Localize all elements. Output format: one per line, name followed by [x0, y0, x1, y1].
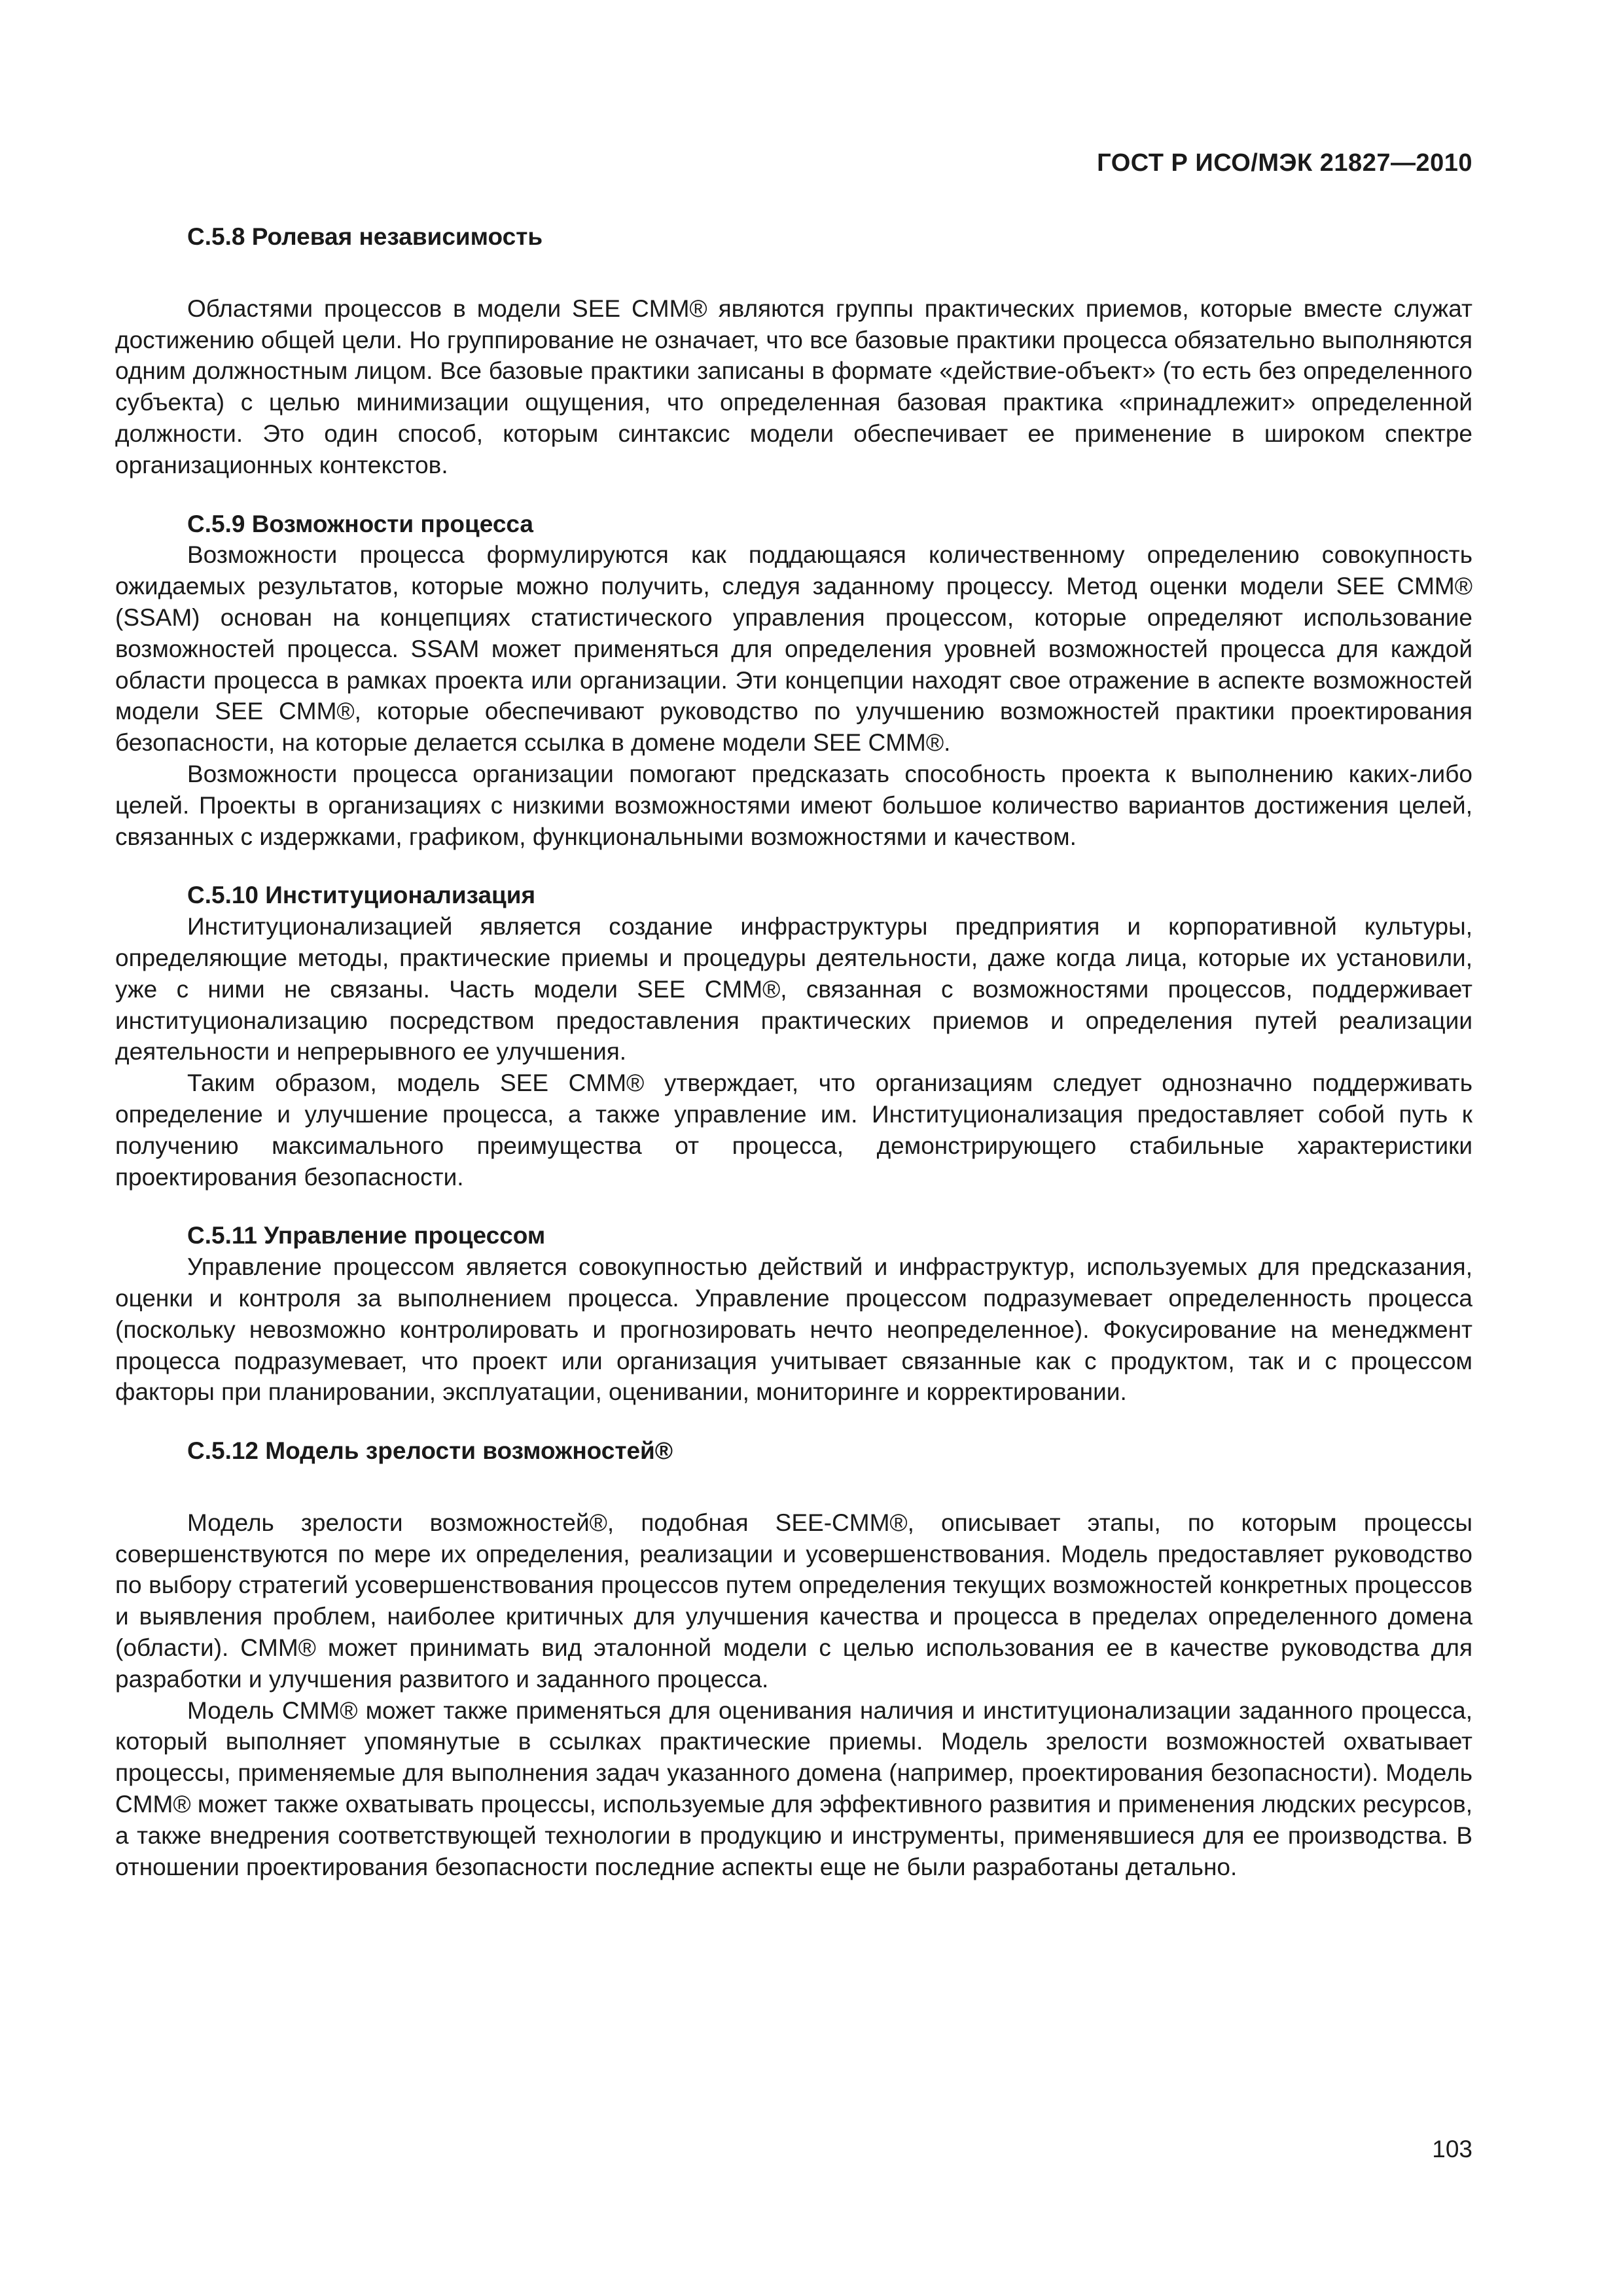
- section-heading: С.5.8 Ролевая независимость: [187, 223, 543, 250]
- paragraph: Управление процессом является совокупностью действий и инфраструктур, используемых для предсказания, оценки и контроля за выполнением процесса. Управление процессом подразумевает определенность процесса (поскольку невозможно контролировать и прогнозировать нечто неопределенное). Фокусирование на менеджмент процесса подразумевает, что проект или организация учитывает связанные как с продуктом, так и с процессом факторы при планировании, эксплуатации, оценивании, мониторинге и корректировании.: [115, 1253, 1472, 1406]
- page-number: 103: [1432, 2136, 1472, 2162]
- paragraph: Возможности процесса формулируются как поддающаяся количественному определению совокупность ожидаемых результатов, которые можно получить, следуя заданному процессу. Метод оценки модели SEE CMM® (SSAM) основан на концепциях статистического управления процессом, которые определяют использование возможностей процесса. SSAM может применяться для определения уровней возможностей процесса для каждой области процесса в рамках проекта или организации. Эти концепции находят свое отражение в аспекте возможностей модели SEE CMM®, которые обеспечивают руководство по улучшению возможностей практики проектирования безопасности, на которые делается ссылка в домене модели SEE CMM®.: [115, 541, 1472, 757]
- paragraph: Возможности процесса организации помогают предсказать способность проекта к выполнению каких-либо целей. Проекты в организациях с низкими возможностями имеют большое количество вариантов достижения целей, связанных с издержками, графиком, функциональными возможностями и качеством.: [115, 760, 1472, 850]
- document-body: [115, 221, 1472, 1882]
- paragraph: Институционализацией является создание инфраструктуры предприятия и корпоративной культуры, определяющие методы, практические приемы и процедуры деятельности, даже когда лица, которые их установили, уже с ними не связаны. Часть модели SEE CMM®, связанная с возможностями процессов, поддерживает институционализацию посредством предоставления практических приемов и определения путей реализации деятельности и непрерывного ее улучшения.: [115, 913, 1472, 1066]
- paragraph: Модель CMM® может также применяться для оценивания наличия и институционализации заданного процесса, который выполняет упомянутые в ссылках практические приемы. Модель зрелости возможностей охватывает процессы, применяемые для выполнения задач указанного домена (например, проектирования безопасности). Модель CMM® может также охватывать процессы, используемые для эффективного развития и применения людских ресурсов, а также внедрения соответствующей технологии в продукцию и инструменты, применявшиеся для ее производства. В отношении проектирования безопасности последние аспекты еще не были разработаны детально.: [115, 1696, 1472, 1880]
- paragraph: Модель зрелости возможностей®, подобная SEE-CMM®, описывает этапы, по которым процессы совершенствуются по мере их определения, реализации и усовершенствования. Модель предоставляет руководство по выбору стратегий усовершенствования процессов путем определения текущих возможностей конкретных процессов и выявления проблем, наиболее критичных для улучшения качества и процесса в пределах определенного домена (области). CMM® может принимать вид эталонной модели с целью использования ее в качестве руководства для разработки и улучшения развитого и заданного процесса.: [115, 1509, 1472, 1693]
- paragraph: Таким образом, модель SEE CMM® утверждает, что организациям следует однозначно поддерживать определение и улучшение процесса, а также управление им. Институционализация предоставляет собой путь к получению максимального преимущества от процесса, демонстрирующего стабильные характеристики проектирования безопасности.: [115, 1069, 1472, 1191]
- section-heading: С.5.12 Модель зрелости возможностей®: [187, 1437, 673, 1465]
- section-heading: С.5.11 Управление процессом: [187, 1222, 546, 1249]
- section-heading: С.5.10 Институционализация: [187, 882, 536, 909]
- section-heading: С.5.9 Возможности процесса: [187, 510, 534, 537]
- paragraph: Областями процессов в модели SEE CMM® являются группы практических приемов, которые вместе служат достижению общей цели. Но группирование не означает, что все базовые практики процесса обязательно выполняются одним должностным лицом. Все базовые практики записаны в формате «действие-объект» (то есть без определенного субъекта) с целью минимизации ощущения, что определенная базовая практика «принадлежит» определенной должности. Это один способ, которым синтаксис модели обеспечивает ее применение в широком спектре организационных контекстов.: [115, 295, 1472, 478]
- document-header: ГОСТ Р ИСО/МЭК 21827—2010: [1097, 149, 1472, 177]
